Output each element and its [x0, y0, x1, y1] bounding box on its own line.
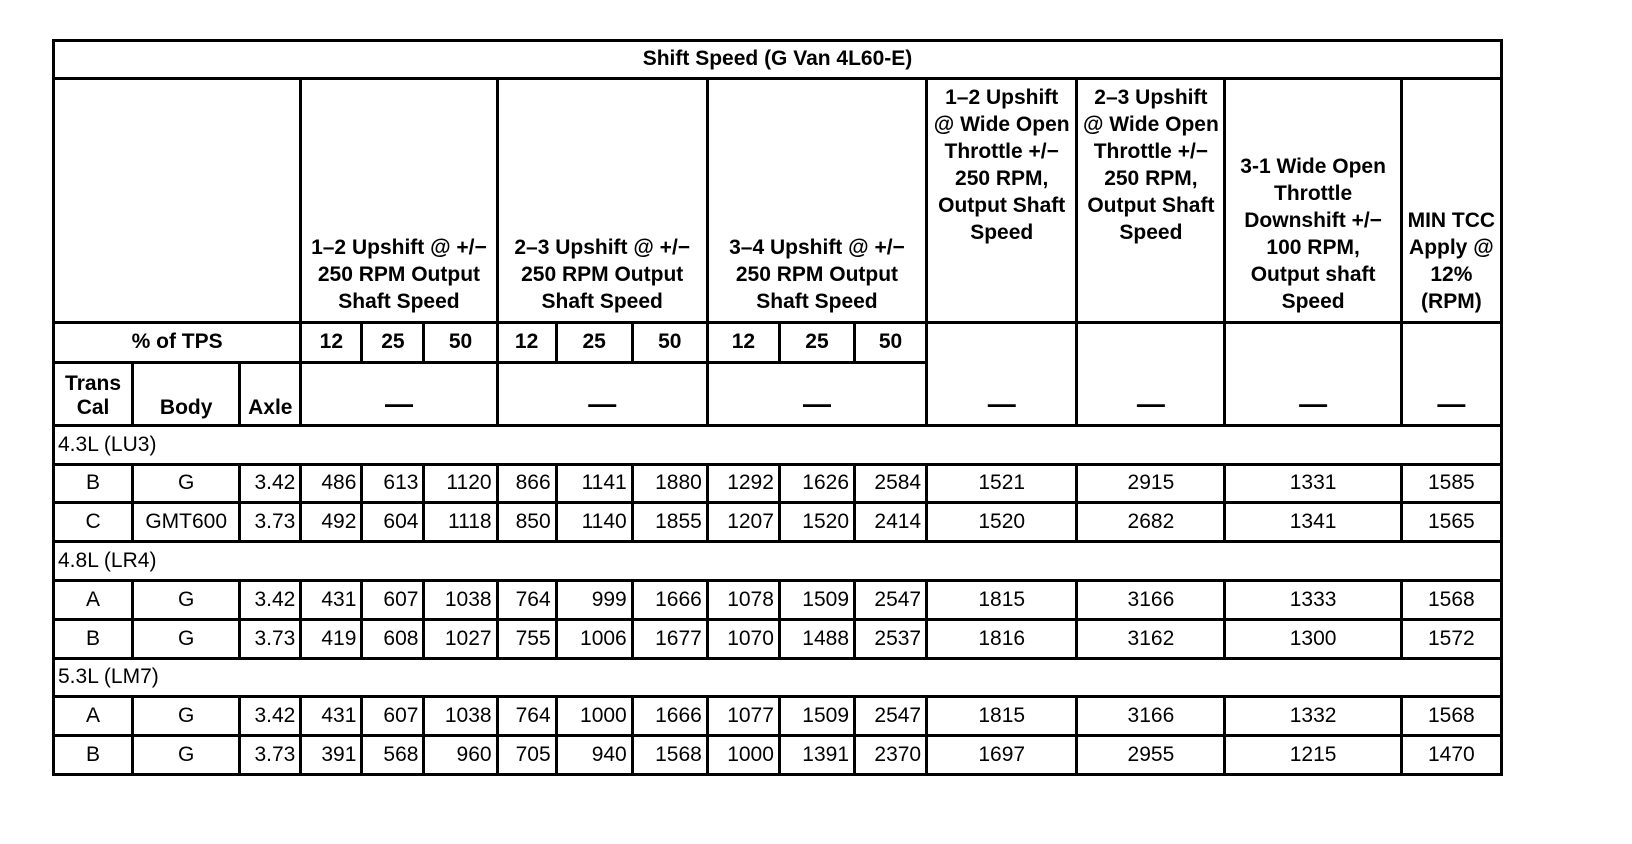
engine-group-label: 5.3L (LM7): [54, 658, 1502, 697]
engine-group-label: 4.3L (LU3): [54, 425, 1502, 464]
upshift-1-2-cell: 608: [362, 619, 424, 658]
upshift-1-2-cell: 607: [362, 580, 424, 619]
upshift-3-4-cell: 1509: [779, 580, 854, 619]
tps-value: 12: [707, 323, 779, 363]
table-row: [54, 697, 1502, 736]
upshift-1-2-cell: 1027: [424, 619, 497, 658]
body-label: Body: [133, 362, 240, 425]
trans-cal-cell: A: [54, 580, 133, 619]
upshift-1-2-cell: 1038: [424, 580, 497, 619]
upshift-2-3-cell: 1880: [632, 464, 707, 503]
upshift-1-2-cell: 604: [362, 503, 424, 542]
trans-cal-cell: B: [54, 736, 133, 775]
upshift-3-4-cell: 1626: [779, 464, 854, 503]
header-min-tcc-apply: MIN TCC Apply @ 12% (RPM): [1401, 78, 1501, 322]
upshift-3-4-cell: 1070: [707, 619, 779, 658]
wot-upshift-2-3-cell: 2955: [1077, 736, 1225, 775]
trans-cal-cell: B: [54, 464, 133, 503]
upshift-3-4-cell: 1078: [707, 580, 779, 619]
upshift-1-2-cell: 419: [301, 619, 362, 658]
engine-group-label: 4.8L (LR4): [54, 542, 1502, 581]
upshift-3-4-cell: 1292: [707, 464, 779, 503]
body-cell: G: [133, 464, 240, 503]
dash-cell: —: [1077, 323, 1225, 426]
tps-value: 12: [301, 323, 362, 363]
header-wot-upshift-2-3: 2–3 Upshift @ Wide Open Throttle +/− 250 RPM, Output Shaft Speed: [1077, 78, 1225, 322]
upshift-2-3-cell: 764: [497, 580, 556, 619]
upshift-3-4-cell: 1391: [779, 736, 854, 775]
upshift-2-3-cell: 1855: [632, 503, 707, 542]
upshift-3-4-cell: 2547: [855, 697, 927, 736]
body-cell: G: [133, 619, 240, 658]
upshift-2-3-cell: 1666: [632, 580, 707, 619]
header-upshift-2-3: 2–3 Upshift @ +/− 250 RPM Output Shaft Speed: [497, 78, 707, 322]
upshift-1-2-cell: 1120: [424, 464, 497, 503]
tps-label: % of TPS: [54, 323, 301, 363]
dash-cell: —: [1225, 323, 1401, 426]
body-cell: GMT600: [133, 503, 240, 542]
upshift-3-4-cell: 2547: [855, 580, 927, 619]
engine-group-row: [54, 658, 1502, 697]
upshift-3-4-cell: 2537: [855, 619, 927, 658]
upshift-2-3-cell: 705: [497, 736, 556, 775]
wot-downshift-3-1-cell: 1300: [1225, 619, 1401, 658]
min-tcc-cell: 1568: [1401, 697, 1501, 736]
wot-upshift-2-3-cell: 3166: [1077, 697, 1225, 736]
wot-downshift-3-1-cell: 1215: [1225, 736, 1401, 775]
dash-cell: —: [927, 323, 1077, 426]
upshift-2-3-cell: 1006: [556, 619, 632, 658]
trans-cal-cell: C: [54, 503, 133, 542]
tps-value: 12: [497, 323, 556, 363]
body-cell: G: [133, 736, 240, 775]
upshift-2-3-cell: 1677: [632, 619, 707, 658]
axle-cell: 3.42: [240, 464, 301, 503]
table-row: [54, 580, 1502, 619]
wot-upshift-1-2-cell: 1521: [927, 464, 1077, 503]
upshift-3-4-cell: 1488: [779, 619, 854, 658]
axle-label: Axle: [240, 362, 301, 425]
tps-value: 25: [779, 323, 854, 363]
upshift-2-3-cell: 866: [497, 464, 556, 503]
upshift-3-4-cell: 1520: [779, 503, 854, 542]
wot-upshift-2-3-cell: 2915: [1077, 464, 1225, 503]
upshift-2-3-cell: 850: [497, 503, 556, 542]
min-tcc-cell: 1568: [1401, 580, 1501, 619]
engine-group-row: [54, 542, 1502, 581]
axle-cell: 3.73: [240, 503, 301, 542]
min-tcc-cell: 1572: [1401, 619, 1501, 658]
upshift-3-4-cell: 1077: [707, 697, 779, 736]
upshift-2-3-cell: 1666: [632, 697, 707, 736]
wot-downshift-3-1-cell: 1333: [1225, 580, 1401, 619]
header-blank-cell: [54, 78, 301, 322]
header-upshift-1-2: 1–2 Upshift @ +/− 250 RPM Output Shaft Speed: [301, 78, 497, 322]
upshift-3-4-cell: 1509: [779, 697, 854, 736]
trans-cal-cell: B: [54, 619, 133, 658]
wot-upshift-2-3-cell: 2682: [1077, 503, 1225, 542]
upshift-1-2-cell: 568: [362, 736, 424, 775]
upshift-2-3-cell: 1000: [556, 697, 632, 736]
trans-cal-label: Trans Cal: [54, 362, 133, 425]
header-wot-downshift-3-1: 3-1 Wide Open Throttle Downshift +/− 100 RPM, Output shaft Speed: [1225, 78, 1401, 322]
dash-cell: —: [707, 362, 926, 425]
upshift-1-2-cell: 391: [301, 736, 362, 775]
wot-downshift-3-1-cell: 1341: [1225, 503, 1401, 542]
upshift-3-4-cell: 2370: [855, 736, 927, 775]
axle-cell: 3.73: [240, 619, 301, 658]
axle-cell: 3.42: [240, 697, 301, 736]
min-tcc-cell: 1565: [1401, 503, 1501, 542]
table-title: Shift Speed (G Van 4L60-E): [54, 41, 1502, 79]
upshift-1-2-cell: 431: [301, 580, 362, 619]
upshift-2-3-cell: 764: [497, 697, 556, 736]
shift-speed-table: [52, 39, 1503, 776]
upshift-1-2-cell: 960: [424, 736, 497, 775]
upshift-1-2-cell: 492: [301, 503, 362, 542]
tps-value: 25: [556, 323, 632, 363]
wot-upshift-1-2-cell: 1816: [927, 619, 1077, 658]
header-upshift-3-4: 3–4 Upshift @ +/− 250 RPM Output Shaft Speed: [707, 78, 926, 322]
upshift-1-2-cell: 1118: [424, 503, 497, 542]
dash-cell: —: [301, 362, 497, 425]
upshift-1-2-cell: 607: [362, 697, 424, 736]
tps-value: 50: [855, 323, 927, 363]
upshift-1-2-cell: 1038: [424, 697, 497, 736]
wot-upshift-1-2-cell: 1520: [927, 503, 1077, 542]
body-cell: G: [133, 697, 240, 736]
table-row: [54, 619, 1502, 658]
table-row: [54, 736, 1502, 775]
wot-downshift-3-1-cell: 1332: [1225, 697, 1401, 736]
axle-cell: 3.42: [240, 580, 301, 619]
upshift-3-4-cell: 2584: [855, 464, 927, 503]
body-cell: G: [133, 580, 240, 619]
upshift-3-4-cell: 1207: [707, 503, 779, 542]
upshift-2-3-cell: 1141: [556, 464, 632, 503]
min-tcc-cell: 1470: [1401, 736, 1501, 775]
wot-upshift-1-2-cell: 1815: [927, 580, 1077, 619]
wot-upshift-1-2-cell: 1697: [927, 736, 1077, 775]
table-row: [54, 464, 1502, 503]
engine-group-row: [54, 425, 1502, 464]
upshift-1-2-cell: 486: [301, 464, 362, 503]
dash-cell: —: [497, 362, 707, 425]
trans-cal-cell: A: [54, 697, 133, 736]
wot-downshift-3-1-cell: 1331: [1225, 464, 1401, 503]
upshift-2-3-cell: 999: [556, 580, 632, 619]
header-wot-upshift-1-2: 1–2 Upshift @ Wide Open Throttle +/− 250 RPM, Output Shaft Speed: [927, 78, 1077, 322]
axle-cell: 3.73: [240, 736, 301, 775]
wot-upshift-2-3-cell: 3162: [1077, 619, 1225, 658]
table-row: [54, 503, 1502, 542]
upshift-1-2-cell: 431: [301, 697, 362, 736]
upshift-2-3-cell: 755: [497, 619, 556, 658]
tps-value: 25: [362, 323, 424, 363]
upshift-1-2-cell: 613: [362, 464, 424, 503]
wot-upshift-2-3-cell: 3166: [1077, 580, 1225, 619]
wot-upshift-1-2-cell: 1815: [927, 697, 1077, 736]
tps-value: 50: [632, 323, 707, 363]
dash-cell: —: [1401, 323, 1501, 426]
upshift-3-4-cell: 2414: [855, 503, 927, 542]
tps-value: 50: [424, 323, 497, 363]
upshift-3-4-cell: 1000: [707, 736, 779, 775]
upshift-2-3-cell: 940: [556, 736, 632, 775]
upshift-2-3-cell: 1568: [632, 736, 707, 775]
min-tcc-cell: 1585: [1401, 464, 1501, 503]
upshift-2-3-cell: 1140: [556, 503, 632, 542]
